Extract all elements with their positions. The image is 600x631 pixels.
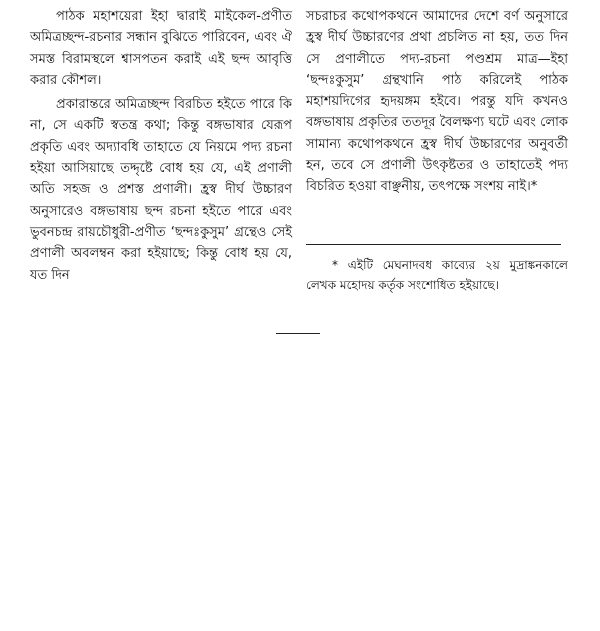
footnote [306,255,568,295]
right-paragraph-1: সচরাচর কথোপকথনে আমাদের দেশে বর্ণ অনুসারে হ্রস্ব দীর্ঘ উচ্চারণের প্রথা প্রচলিত না হয়, তত দিন সে প্রণালীতে পদ্য-রচনা পণ্ডশ্রম মাত্র—ইহা ‘ছন্দঃকুসুম’ গ্রন্থখানি পাঠ করিলেই পাঠক মহাশয়দিগের হৃদয়ঙ্গম হইবে। পরন্তু যদি কখনও বঙ্গভাষায় প্রকৃতির ততদূর বৈলক্ষণ্য ঘটে এবং লোক সামান্য কথোপকথনে হ্রস্ব দীর্ঘ উচ্চারণের অনুবর্তী হন, তবে সে প্রণালী উৎকৃষ্টতর ও তাহাতেই পদ্য বিচরিত হওয়া বাঞ্ছনীয়, তৎপক্ষে সংশয় নাই।* [306,9,568,195]
section-end-rule [276,333,320,334]
left-paragraph-2: প্রকারান্তরে অমিত্রচ্ছন্দ বিরচিত হইতে পারে কি না, সে একটি স্বতন্ত্র কথা; কিন্তু বঙ্গভাষার যেরূপ প্রকৃতি এবং অদ্যাবধি তাহাতে যে নিয়মে পদ্য রচনা হইয়া আসিয়াছে তদ্দৃষ্টে বোধ হয় যে, এই প্রণালী অতি সহজ ও প্রশস্ত প্রণালী। হ্রস্ব দীর্ঘ উচ্চারণ অনুসারেও বঙ্গভাষায় ছন্দ রচনা হইতে পারে এবং ভুবনচন্দ্র রায়চৌধুরী-প্রণীত ‘ছন্দঃকুসুম’ গ্রন্থেও সেই প্রণালী অবলম্বন করা হইয়াছে; কিন্তু বোধ হয় যে, যত দিন [30,97,292,283]
left-paragraph-1: পাঠক মহাশয়েরা ইহা দ্বারাই মাইকেল-প্রণীত অমিত্রচ্ছন্দ-রচনার সন্ধান বুঝিতে পারিবেন, এবং ঐ সমস্ত বিরামস্থলে শ্বাসপতন করাই এই ছন্দ আবৃত্তি করার কৌশল। [30,9,292,88]
right-text-column [306,6,568,198]
footnote-divider [306,244,561,245]
left-text-column [30,6,292,286]
footnote-text: * এইটি মেঘনাদবধ কাব্যের ২য় মুদ্রাঙ্কনকালে লেখক মহোদয় কর্তৃক সংশোধিত হইয়াছে। [306,258,568,292]
